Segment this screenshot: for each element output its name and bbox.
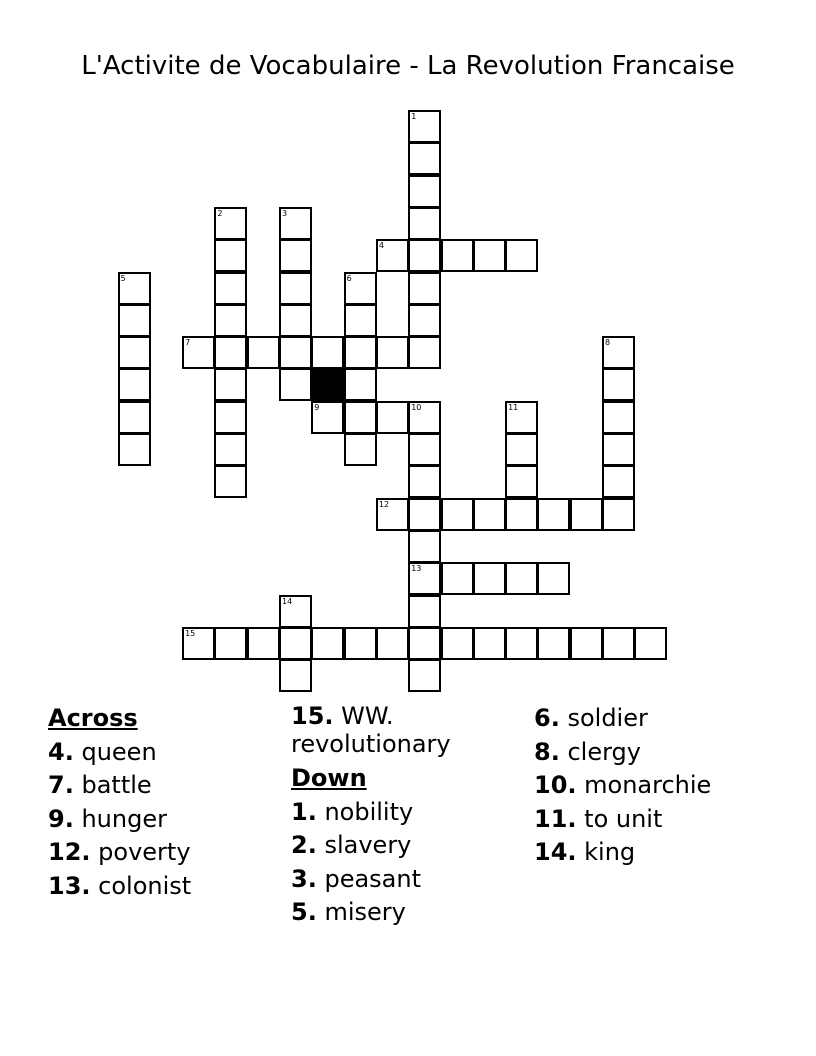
- clue-number-5: 5: [120, 273, 126, 283]
- clue-across-13: 13. colonist: [48, 871, 192, 900]
- grid-cell[interactable]: [408, 175, 441, 208]
- grid-cell[interactable]: [408, 659, 441, 692]
- clue-down-3: 3. peasant: [291, 864, 422, 893]
- grid-cell[interactable]: [408, 239, 441, 272]
- clue-number-3: 3: [282, 208, 288, 218]
- grid-cell[interactable]: [408, 433, 441, 466]
- clue-down-1: 1. nobility: [291, 797, 414, 826]
- clue-across-12: 12. poverty: [48, 838, 191, 867]
- grid-cell[interactable]: [118, 401, 151, 434]
- grid-cell[interactable]: [408, 142, 441, 175]
- grid-cell[interactable]: [311, 627, 344, 660]
- clue-down-11: 11. to unit: [534, 804, 663, 833]
- grid-cell[interactable]: [408, 207, 441, 240]
- clue-column-3: [534, 702, 711, 870]
- grid-cell[interactable]: [505, 465, 538, 498]
- down-heading: Down: [291, 764, 367, 792]
- grid-cell[interactable]: [344, 336, 377, 369]
- grid-cell[interactable]: [408, 304, 441, 337]
- grid-cell[interactable]: [344, 627, 377, 660]
- grid-cell[interactable]: [602, 465, 635, 498]
- grid-cell[interactable]: [214, 433, 247, 466]
- grid-cell[interactable]: [214, 368, 247, 401]
- grid-cell[interactable]: [118, 336, 151, 369]
- clue-number-12: 12: [378, 499, 390, 509]
- grid-cell[interactable]: [505, 498, 538, 531]
- grid-cell[interactable]: [473, 498, 506, 531]
- clue-across-15: 15. WW. revolutionary: [291, 702, 451, 758]
- grid-cell[interactable]: [537, 562, 570, 595]
- clue-number-6: 6: [346, 273, 352, 283]
- grid-cell[interactable]: [602, 368, 635, 401]
- grid-cell[interactable]: [602, 433, 635, 466]
- grid-cell[interactable]: [473, 627, 506, 660]
- grid-cell[interactable]: [570, 627, 603, 660]
- clue-down-6: 6. soldier: [534, 704, 648, 732]
- grid-cell[interactable]: [408, 336, 441, 369]
- clue-number-13: 13: [411, 564, 422, 574]
- clue-down-2: 2. slavery: [291, 831, 412, 860]
- grid-cell[interactable]: [279, 659, 312, 692]
- grid-cell[interactable]: [279, 239, 312, 272]
- grid-cell[interactable]: [311, 336, 344, 369]
- grid-cell[interactable]: [602, 498, 635, 531]
- grid-cell[interactable]: [602, 401, 635, 434]
- grid-cell[interactable]: [441, 562, 474, 595]
- grid-cell[interactable]: [214, 239, 247, 272]
- grid-cell[interactable]: [214, 465, 247, 498]
- grid-cell[interactable]: [441, 498, 474, 531]
- clue-number-9: 9: [314, 402, 320, 412]
- grid-cell[interactable]: [118, 304, 151, 337]
- grid-cell[interactable]: [279, 272, 312, 305]
- grid-cell[interactable]: [247, 336, 280, 369]
- clue-number-1: 1: [411, 112, 417, 121]
- clue-across-7: 7. battle: [48, 771, 152, 800]
- grid-cell[interactable]: [408, 465, 441, 498]
- grid-cell[interactable]: [279, 304, 312, 337]
- clue-across-9: 9. hunger: [48, 804, 167, 833]
- grid-cell[interactable]: [505, 627, 538, 660]
- grid-cell[interactable]: [537, 498, 570, 531]
- clue-down-10: 10. monarchie: [534, 771, 712, 800]
- grid-cell[interactable]: [441, 239, 474, 272]
- grid-cell[interactable]: [473, 562, 506, 595]
- grid-cell[interactable]: [408, 530, 441, 563]
- grid-cell[interactable]: [602, 627, 635, 660]
- clue-number-7: 7: [185, 338, 191, 348]
- clue-number-8: 8: [605, 338, 611, 348]
- clue-down-5: 5. misery: [291, 898, 406, 927]
- across-heading: Across: [48, 704, 138, 732]
- grid-cell[interactable]: [634, 627, 667, 660]
- grid-cell[interactable]: [376, 336, 409, 369]
- grid-cell[interactable]: [537, 627, 570, 660]
- grid-cell[interactable]: [214, 627, 247, 660]
- grid-cell[interactable]: [118, 433, 151, 466]
- grid-cell[interactable]: [473, 239, 506, 272]
- grid-cell[interactable]: [118, 368, 151, 401]
- clue-column-1: [48, 702, 191, 904]
- grid-cell[interactable]: [214, 401, 247, 434]
- clue-down-8: 8. clergy: [534, 737, 641, 766]
- clue-number-10: 10: [411, 402, 422, 412]
- clue-number-14: 14: [282, 596, 293, 606]
- clue-number-11: 11: [508, 402, 519, 412]
- grid-cell[interactable]: [279, 368, 312, 401]
- grid-cell[interactable]: [344, 368, 377, 401]
- clue-down-14: 14. king: [534, 838, 636, 867]
- grid-cell[interactable]: [344, 433, 377, 466]
- grid-cell[interactable]: [408, 595, 441, 628]
- clue-number-15: 15: [185, 628, 196, 638]
- clue-number-4: 4: [378, 241, 384, 251]
- grid-cell[interactable]: [279, 627, 312, 660]
- grid-cell[interactable]: [344, 401, 377, 434]
- grid-cell[interactable]: [247, 627, 280, 660]
- grid-cell[interactable]: [214, 336, 247, 369]
- page-title: L'Activite de Vocabulaire - La Revolution Francaise: [81, 51, 735, 81]
- grid-cell[interactable]: [505, 239, 538, 272]
- grid-cell[interactable]: [570, 498, 603, 531]
- grid-black-square: [311, 368, 344, 401]
- clue-column-2: [291, 702, 491, 930]
- grid-cell[interactable]: [408, 498, 441, 531]
- grid-cell[interactable]: [376, 401, 409, 434]
- grid-cell[interactable]: [408, 627, 441, 660]
- grid-cell[interactable]: [441, 627, 474, 660]
- grid-cell[interactable]: [505, 562, 538, 595]
- grid-cell[interactable]: [214, 272, 247, 305]
- clue-across-4: 4. queen: [48, 737, 157, 766]
- clue-number-2: 2: [217, 208, 223, 218]
- grid-cell[interactable]: [344, 304, 377, 337]
- grid-cell[interactable]: [505, 433, 538, 466]
- grid-cell[interactable]: [214, 304, 247, 337]
- grid-cell[interactable]: [408, 272, 441, 305]
- grid-cell[interactable]: [376, 627, 409, 660]
- grid-cell[interactable]: [279, 336, 312, 369]
